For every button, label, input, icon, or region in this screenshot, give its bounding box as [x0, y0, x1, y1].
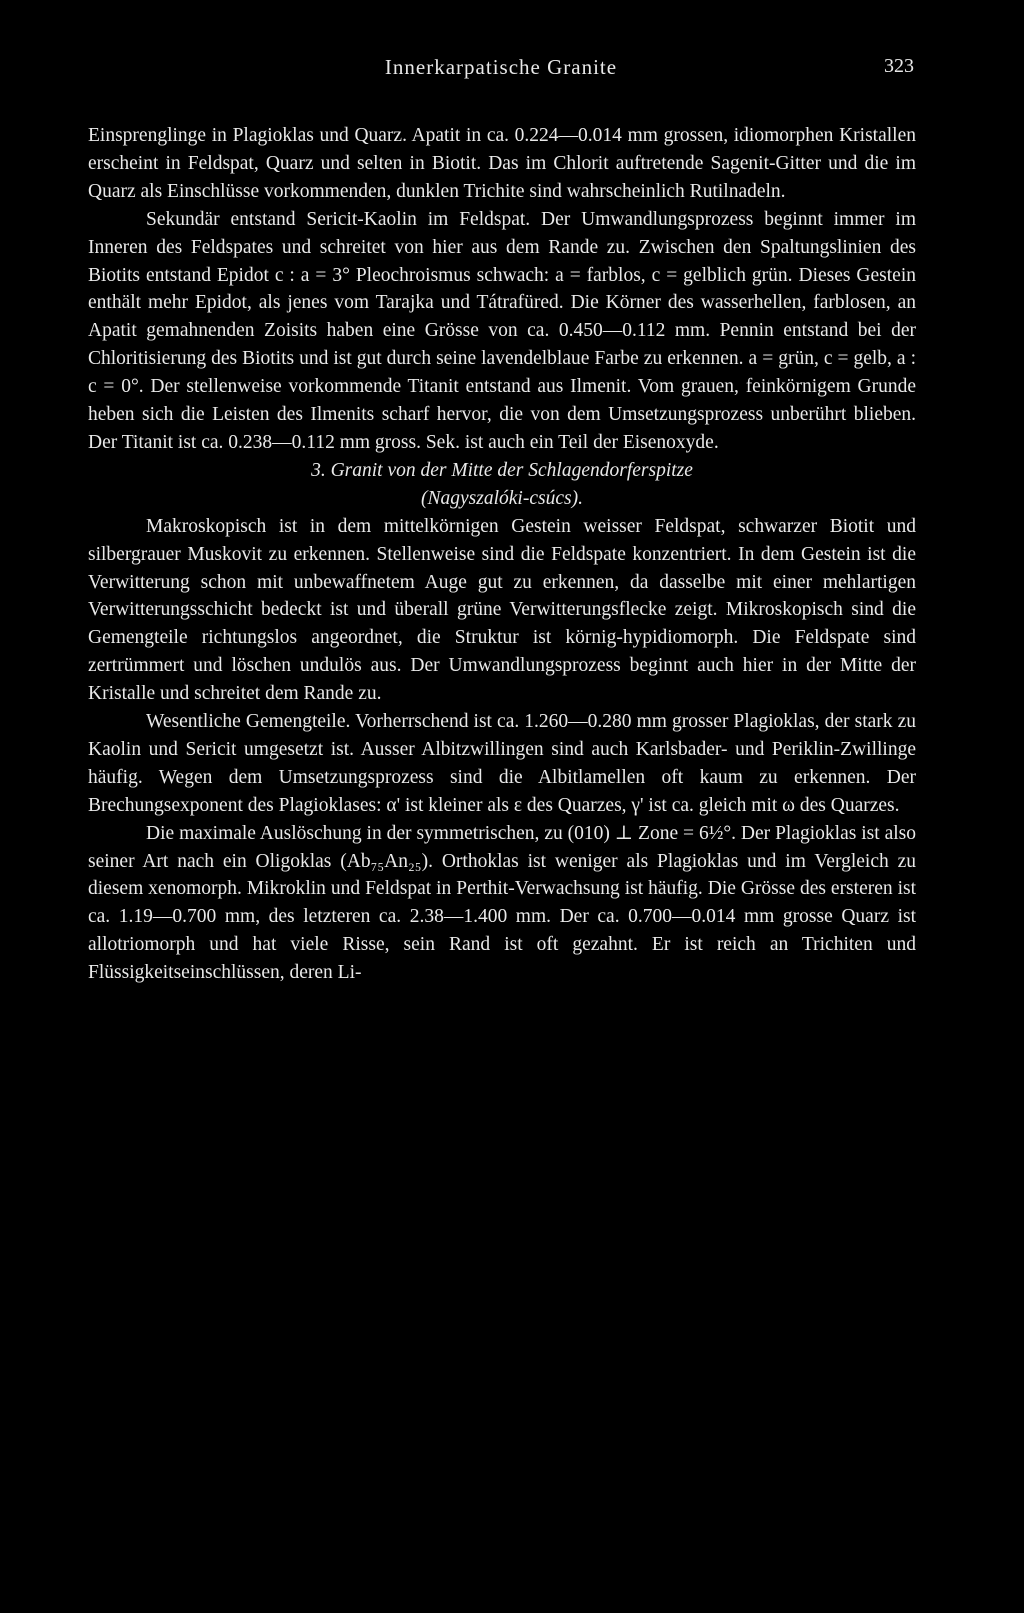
paragraph-makroskopisch: Makroskopisch ist in dem mittelkörnigen Gestein weisser Feldspat, schwarzer Biotit und silbergrauer Muskovit zu erkennen. Stellenweise sind die Feldspate konzentriert. In dem Gestein ist die Verwitterung schon mit unbewaffnetem Auge gut zu erkennen, da dasselbe mit einer mehlartigen Verwitterungsschicht bedeckt ist und überall grüne Verwitterungsflecke zeigt. Mikroskopisch sind die Gemengteile richtungslos angeordnet, die Struktur ist körnig-hypidiomorph. Die Feldspate sind zertrümmert und löschen undulös aus. Der Umwandlungsprozess beginnt auch hier in der Mitte der Kristalle und schreitet dem Rande zu. [88, 515, 916, 705]
running-title: Innerkarpatische Granite [384, 55, 618, 79]
paragraph-ausloeschung: Die maximale Auslöschung in der symmetrischen, zu (010) ⊥ Zone = 6½°. Der Plagioklas ist also seiner Art nach ein Oligoklas (Ab₇₅An₂₅). Orthoklas ist weniger als Plagioklas und im Vergleich zu diesem xenomorph. Mikroklin und Feldspat in Perthit-Verwachsung ist häufig. Die Grösse des ersteren ist ca. 1.19—0.700 mm, des letzteren ca. 2.38—1.400 mm. Der ca. 0.700—0.014 mm grosse Quarz ist allotriomorph und hat viele Risse, sein Rand ist oft gezahnt. Er ist reich an Trichiten und Flüssigkeitseinschlüssen, deren Li- [88, 822, 916, 984]
running-head [88, 55, 914, 85]
body-text [88, 122, 916, 987]
paragraph-gemengteile: Wesentliche Gemengteile. Vorherrschend ist ca. 1.260—0.280 mm grosser Plagioklas, der stark zu Kaolin und Sericit umgesetzt ist. Ausser Albitzwillingen sind auch Karlsbader- und Periklin-Zwillinge häufig. Wegen dem Umsetzungsprozess sind die Albitlamellen oft kaum zu erkennen. Der Brechungsexponent des Plagioklases: α' ist kleiner als ε des Quarzes, γ' ist ca. gleich mit ω des Quarzes. [88, 711, 916, 816]
paragraph-apatit: Einsprenglinge in Plagioklas und Quarz. Apatit in ca. 0.224—0.014 mm grossen, idiomorphen Kristallen erscheint in Feldspat, Quarz und selten in Biotit. Das im Chlorit auftretende Sagenit-Gitter und die im Quarz als Einschlüsse vorkommenden, dunklen Trichite sind wahrscheinlich Rutilnadeln. [88, 125, 916, 202]
section-heading: 3. Granit von der Mitte der Schlagendorferspitze [311, 459, 693, 481]
section-subheading: (Nagyszalóki-csúcs). [421, 487, 583, 509]
paragraph-sekundaer: Sekundär entstand Sericit-Kaolin im Feldspat. Der Umwandlungsprozess beginnt immer im Inneren des Feldspates und schreitet von hier aus dem Rande zu. Zwischen den Spaltungslinien des Biotits entstand Epidot c : a = 3° Pleochroismus schwach: a = farblos, c = gelblich grün. Dieses Gestein enthält mehr Epidot, als jenes vom Tarajka und Tátrafüred. Die Körner des wasserhellen, farblosen, an Apatit gemahnenden Zoisits haben eine Grösse von ca. 0.450—0.112 mm. Pennin entstand bei der Chloritisierung des Biotits und ist gut durch seine lavendelblaue Farbe zu erkennen. a = grün, c = gelb, a : c = 0°. Der stellenweise vorkommende Titanit entstand aus Ilmenit. Vom grauen, feinkörnigem Grunde heben sich die Leisten des Ilmenits scharf hervor, die von dem Umsetzungsprozess unberührt blieben. Der Titanit ist ca. 0.238—0.112 mm gross. Sek. ist auch ein Teil der Eisenoxyde. [88, 208, 916, 453]
page-number: 323 [884, 55, 914, 77]
